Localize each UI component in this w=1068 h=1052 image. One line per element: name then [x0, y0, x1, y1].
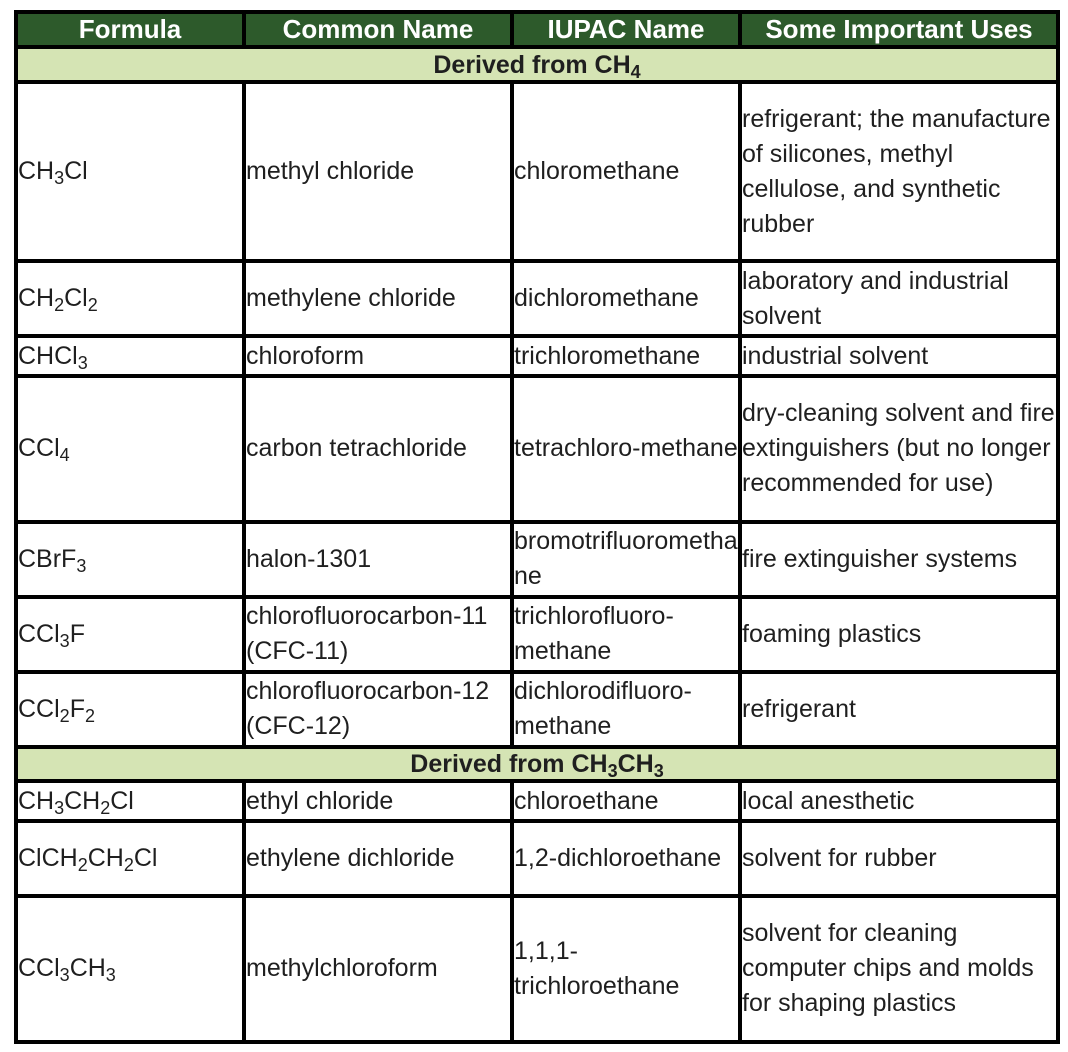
header-row [18, 14, 1056, 45]
formula-cell [18, 84, 242, 260]
iupac-name-cell: dichlorodifluoro-methane [514, 674, 738, 745]
formula-cell [18, 674, 242, 745]
table-row [18, 263, 1056, 334]
iupac-name-cell: chloroethane [514, 783, 738, 819]
formula-subscript: 3 [105, 965, 116, 986]
common-name-cell: halon-1301 [246, 524, 510, 595]
formula-text: Cl [110, 786, 134, 815]
formula-subscript: 4 [59, 445, 70, 466]
common-name-cell: chloroform [246, 338, 510, 374]
common-name-cell: ethylene dichloride [246, 823, 510, 894]
iupac-name-cell: trichlorofluoro-methane [514, 599, 738, 670]
formula-text: CCl [18, 619, 60, 648]
formula-text: CHCl [18, 341, 78, 370]
formula-text: CBrF [18, 544, 77, 573]
formula-cell [18, 898, 242, 1040]
formula-cell [18, 263, 242, 334]
common-name-cell: chlorofluorocarbon-11 (CFC-11) [246, 599, 510, 670]
iupac-name-cell: 1,2-dichloroethane [514, 823, 738, 894]
formula-subscript: 3 [77, 352, 88, 373]
formula-subscript: 3 [59, 965, 70, 986]
header-common-name: Common Name [246, 14, 510, 45]
header-iupac-name: IUPAC Name [514, 14, 738, 45]
uses-cell: foaming plastics [742, 599, 1056, 670]
iupac-name-cell: chloromethane [514, 84, 738, 260]
formula-text: CCl [18, 434, 60, 463]
formula-cell [18, 378, 242, 520]
header-important-uses: Some Important Uses [742, 14, 1056, 45]
uses-cell: solvent for cleaning computer chips and molds for shaping plastics [742, 898, 1056, 1040]
table-row [18, 378, 1056, 520]
header-formula: Formula [18, 14, 242, 45]
uses-cell: solvent for rubber [742, 823, 1056, 894]
formula-text: F [69, 694, 85, 723]
formula-cell [18, 783, 242, 819]
uses-cell: fire extinguisher systems [742, 524, 1056, 595]
uses-cell: refrigerant [742, 674, 1056, 745]
formula-subscript: 2 [77, 854, 88, 875]
formula-subscript: 2 [59, 705, 70, 726]
formula-subscript: 3 [54, 168, 65, 189]
formula-text: CH [18, 786, 55, 815]
table-row [18, 524, 1056, 595]
uses-cell: industrial solvent [742, 338, 1056, 374]
formula-subscript: 2 [54, 295, 65, 316]
formula-subscript: 3 [59, 630, 70, 651]
uses-cell: dry-cleaning solvent and fire extinguishers (but no longer recommended for use) [742, 378, 1056, 520]
formula-text: ClCH [18, 843, 78, 872]
table-row [18, 599, 1056, 670]
formula-subscript: 2 [87, 295, 98, 316]
formula-cell [18, 524, 242, 595]
common-name-cell: chlorofluorocarbon-12 (CFC-12) [246, 674, 510, 745]
uses-cell: local anesthetic [742, 783, 1056, 819]
iupac-name-cell: bromotrifluoromethane [514, 524, 738, 595]
iupac-name-cell: tetrachloro-methane [514, 378, 738, 520]
table-row [18, 338, 1056, 374]
formula-text: F [69, 619, 85, 648]
formula-text: CCl [18, 954, 60, 983]
iupac-name-cell: trichloromethane [514, 338, 738, 374]
section-title: Derived from $CH_4$ [18, 49, 1056, 79]
formula-text: Cl [133, 843, 158, 872]
common-name-cell: methylchloroform [246, 898, 510, 1040]
table-row [18, 84, 1056, 260]
formula-text: CH [87, 843, 124, 872]
common-name-cell: methyl chloride [246, 84, 510, 260]
uses-cell: laboratory and industrial solvent [742, 263, 1056, 334]
formula-text: Cl [64, 157, 88, 186]
table-row [18, 898, 1056, 1040]
formula-text: Cl [64, 284, 88, 313]
section-title: Derived from $CH_3CH_3$ [18, 749, 1056, 779]
haloalkane-table [14, 10, 1060, 1044]
formula-text: CH [64, 786, 101, 815]
iupac-name-cell: dichloromethane [514, 263, 738, 334]
iupac-name-cell: 1,1,1-trichloroethane [514, 898, 738, 1040]
formula-cell [18, 338, 242, 374]
table-row [18, 783, 1056, 819]
formula-subscript: 3 [76, 555, 87, 576]
formula-subscript: 2 [100, 797, 111, 818]
formula-cell [18, 599, 242, 670]
formula-subscript: 3 [54, 797, 65, 818]
formula-text: CCl [18, 694, 60, 723]
formula-subscript: 2 [123, 854, 134, 875]
formula-cell [18, 823, 242, 894]
uses-cell: refrigerant; the manufacture of silicones, methyl cellulose, and synthetic rubber [742, 84, 1056, 260]
common-name-cell: carbon tetrachloride [246, 378, 510, 520]
common-name-cell: methylene chloride [246, 263, 510, 334]
common-name-cell: ethyl chloride [246, 783, 510, 819]
table-row [18, 823, 1056, 894]
section-row-methane [18, 49, 1056, 79]
formula-text: CH [69, 954, 106, 983]
table-row [18, 674, 1056, 745]
section-row-ethane [18, 749, 1056, 779]
formula-text: CH [18, 157, 55, 186]
formula-text: CH [18, 284, 55, 313]
formula-subscript: 2 [84, 705, 95, 726]
